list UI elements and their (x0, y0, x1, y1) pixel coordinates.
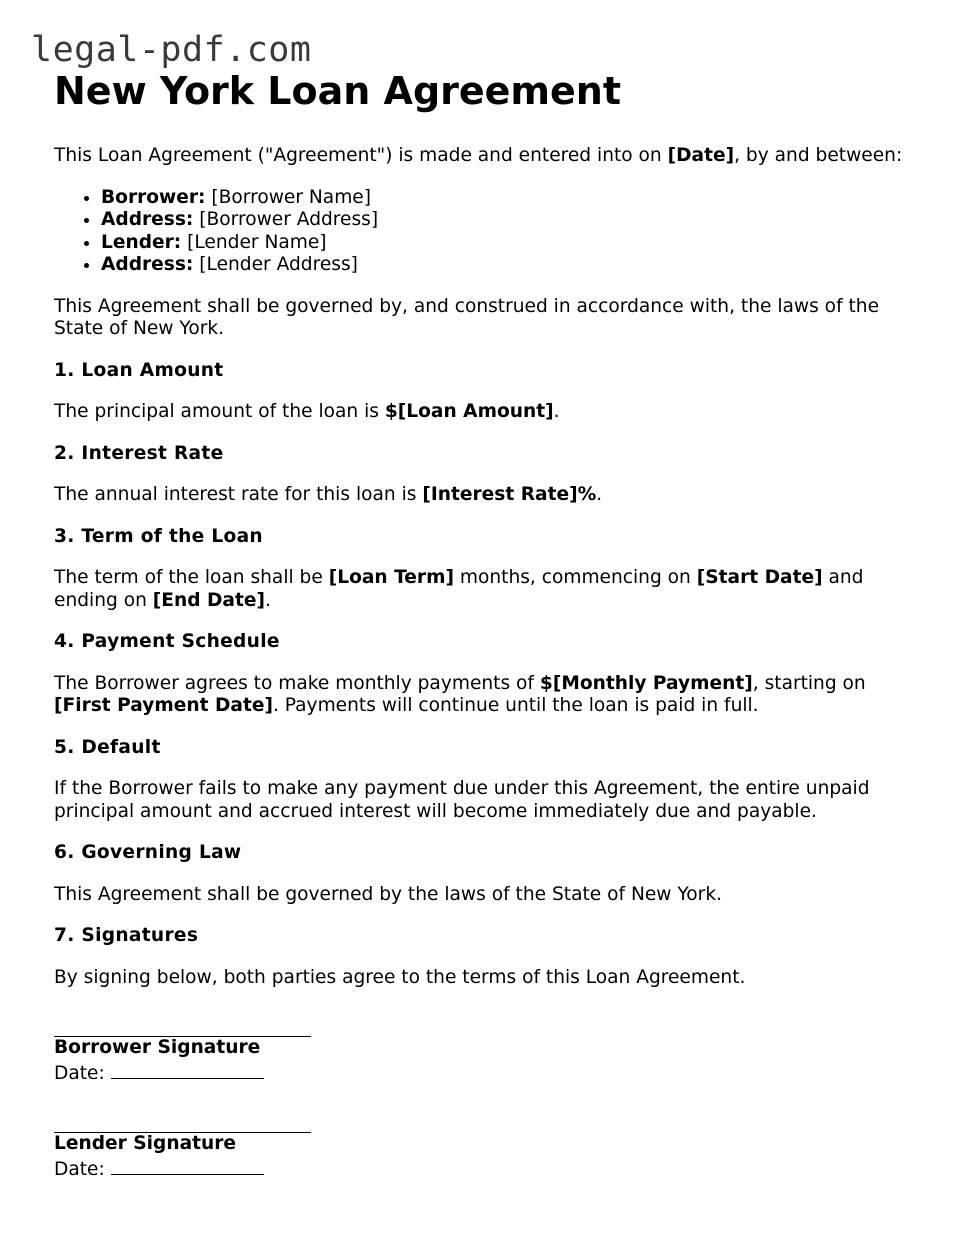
loan-amount-placeholder: $[Loan Amount] (384, 401, 554, 422)
loan-term-placeholder: [Loan Term] (328, 567, 454, 588)
loan-amount-punct: . (553, 401, 560, 422)
loan-amount-text: The principal amount of the loan is (54, 401, 385, 422)
lender-signature-line[interactable] (54, 1114, 311, 1133)
payment-text: . Payments will continue until the loan is paid in full. (272, 695, 759, 716)
governing-intro-paragraph: This Agreement shall be governed by, and construed in accordance with, the laws of the State of New York. (54, 295, 880, 339)
start-date-placeholder: [Start Date] (696, 567, 823, 588)
interest-rate-paragraph (54, 484, 914, 507)
section-heading-interest-rate: 2. Interest Rate (54, 442, 224, 464)
party-label: Lender: (101, 231, 182, 253)
loan-agreement-document (54, 66, 914, 1181)
lender-signature-label: Lender Signature (54, 1133, 237, 1154)
governing-law-paragraph: This Agreement shall be governed by the laws of the State of New York. (54, 883, 722, 905)
loan-amount-paragraph (54, 401, 914, 424)
party-value: [Borrower Name] (205, 186, 372, 208)
monthly-payment-placeholder: $[Monthly Payment] (539, 672, 753, 694)
party-label: Address: (101, 254, 194, 275)
party-label: Borrower: (101, 186, 206, 208)
section-heading-default: 5. Default (54, 736, 161, 758)
borrower-date-row (54, 1060, 914, 1086)
section-heading-payment-schedule: 4. Payment Schedule (54, 631, 280, 652)
end-date-placeholder: [End Date] (152, 589, 265, 611)
default-paragraph: If the Borrower fails to make any payment due under this Agreement, the entire unpaid principal amount and accrued interest will become immediately due and payable. (54, 778, 870, 822)
borrower-signature-line[interactable] (54, 1018, 311, 1037)
party-value: [Lender Name] (181, 231, 327, 253)
document-title: New York Loan Agreement (54, 69, 622, 113)
payment-paragraph (54, 673, 914, 718)
party-item-borrower-address (101, 209, 914, 232)
term-text: The term of the loan shall be (54, 567, 329, 588)
intro-text-after: , by and between: (734, 145, 903, 166)
section-heading-term: 3. Term of the Loan (54, 525, 263, 547)
payment-text: The Borrower agrees to make monthly payments of (54, 672, 540, 694)
lender-date-row (54, 1156, 914, 1182)
party-item-lender (101, 232, 914, 255)
parties-list (54, 187, 914, 277)
term-text: months, commencing on (453, 567, 697, 588)
party-value: [Lender Address] (193, 254, 358, 275)
party-item-lender-address (101, 254, 914, 277)
section-heading-signatures: 7. Signatures (54, 925, 199, 946)
payment-text: , starting on (752, 672, 866, 694)
section-heading-governing-law: 6. Governing Law (54, 842, 242, 863)
lender-date-line[interactable] (111, 1156, 264, 1175)
date-label: Date: (54, 1062, 111, 1084)
signatures-paragraph: By signing below, both parties agree to the terms of this Loan Agreement. (54, 966, 746, 988)
lender-signature-block (54, 1114, 914, 1181)
term-paragraph (54, 567, 914, 612)
term-text: and ending on (54, 567, 864, 611)
term-punct: . (264, 589, 271, 611)
party-value: [Borrower Address] (193, 209, 379, 230)
intro-text-before: This Loan Agreement ("Agreement") is made and entered into on (54, 145, 668, 166)
party-label: Address: (101, 209, 194, 230)
borrower-signature-block (54, 1018, 914, 1085)
party-item-borrower (101, 187, 914, 210)
borrower-signature-label: Borrower Signature (54, 1037, 261, 1058)
intro-date-placeholder: [Date] (667, 145, 735, 166)
section-heading-loan-amount: 1. Loan Amount (54, 359, 224, 381)
interest-rate-punct: . (596, 484, 603, 505)
intro-paragraph (54, 145, 914, 168)
borrower-date-line[interactable] (111, 1060, 264, 1079)
first-payment-date-placeholder: [First Payment Date] (54, 695, 273, 716)
interest-rate-placeholder: [Interest Rate]% (422, 484, 597, 505)
date-label: Date: (54, 1158, 111, 1180)
site-watermark: legal-pdf.com (31, 30, 312, 70)
interest-rate-text: The annual interest rate for this loan is (54, 484, 423, 505)
